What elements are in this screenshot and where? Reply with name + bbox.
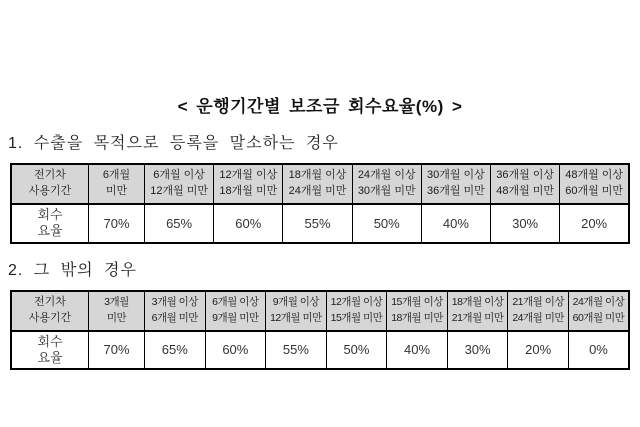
rate-value: 55%: [283, 204, 352, 243]
rate-value: 20%: [560, 204, 629, 243]
table-row: [11, 204, 629, 243]
recovery-rate-row-label: 회수 요율: [11, 204, 89, 243]
period-header: 3개월 미만: [89, 291, 145, 331]
table-row: [11, 331, 629, 370]
rate-value: 60%: [214, 204, 283, 243]
period-header: 3개월 이상 6개월 미만: [145, 291, 206, 331]
recovery-rate-table-other: [10, 290, 630, 371]
period-header: 24개월 이상 60개월 미만: [568, 291, 629, 331]
usage-period-corner-header: 전기차 사용기간: [11, 164, 89, 204]
document-title: < 운행기간별 보조금 회수요율(%) >: [177, 97, 463, 116]
rate-value: 40%: [421, 204, 490, 243]
section-2-heading: 2. 그 밖의 경우: [8, 261, 137, 279]
period-header: 6개월 이상 9개월 미만: [205, 291, 266, 331]
section-1-heading: 1. 수출을 목적으로 등록을 말소하는 경우: [8, 135, 339, 152]
recovery-rate-table-export: [10, 163, 630, 244]
period-header: 24개월 이상 30개월 미만: [352, 164, 421, 204]
period-header: 12개월 이상 18개월 미만: [214, 164, 283, 204]
period-header: 18개월 이상 24개월 미만: [283, 164, 352, 204]
rate-value: 70%: [89, 331, 145, 370]
period-header: 15개월 이상 18개월 미만: [387, 291, 448, 331]
rate-value: 65%: [145, 204, 214, 243]
period-header: 30개월 이상 36개월 미만: [421, 164, 490, 204]
period-header: 48개월 이상 60개월 미만: [560, 164, 629, 204]
rate-value: 55%: [266, 331, 327, 370]
table-row: [11, 164, 629, 204]
rate-value: 60%: [205, 331, 266, 370]
period-header: 36개월 이상 48개월 미만: [491, 164, 560, 204]
period-header: 12개월 이상 15개월 미만: [326, 291, 387, 331]
usage-period-corner-header: 전기차 사용기간: [11, 291, 89, 331]
rate-value: 65%: [145, 331, 206, 370]
rate-value: 20%: [508, 331, 569, 370]
period-header: 6개월 미만: [89, 164, 145, 204]
rate-value: 0%: [568, 331, 629, 370]
period-header: 18개월 이상 21개월 미만: [447, 291, 508, 331]
recovery-rate-row-label: 회수 요율: [11, 331, 89, 370]
rate-value: 30%: [491, 204, 560, 243]
rate-value: 40%: [387, 331, 448, 370]
table-row: [11, 291, 629, 331]
rate-value: 70%: [89, 204, 145, 243]
rate-value: 30%: [447, 331, 508, 370]
rate-value: 50%: [326, 331, 387, 370]
period-header: 9개월 이상 12개월 미만: [266, 291, 327, 331]
period-header: 6개월 이상 12개월 미만: [145, 164, 214, 204]
period-header: 21개월 이상 24개월 미만: [508, 291, 569, 331]
rate-value: 50%: [352, 204, 421, 243]
